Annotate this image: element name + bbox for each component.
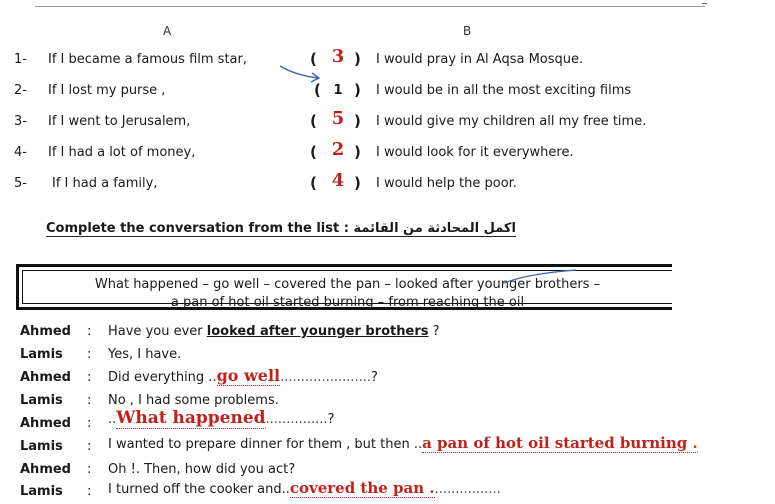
- utterance: Have you ever looked after younger brothers ?: [108, 324, 440, 339]
- section-title: [46, 221, 516, 237]
- row-number: 3-: [14, 114, 27, 129]
- word-list-line-2: a pan of hot oil started burning – from reaching the oil: [170, 295, 525, 310]
- close-paren: ): [354, 143, 361, 161]
- handwritten-fill: go well: [216, 366, 281, 385]
- matching-row-3: [14, 108, 754, 133]
- section-title-arabic: اكمل المحادثة من القائمة: [353, 221, 516, 236]
- clause-a: If I went to Jerusalem,: [48, 114, 191, 129]
- clause-b: I would look for it everywhere.: [376, 145, 574, 160]
- row-number: 2-: [14, 83, 27, 98]
- open-paren: (: [310, 143, 317, 161]
- close-paren: ): [354, 81, 361, 99]
- open-paren: (: [310, 174, 317, 192]
- colon: :: [87, 484, 92, 499]
- utterance: Did everything ..go well......................?: [108, 366, 378, 385]
- speaker: Ahmed: [20, 324, 71, 339]
- handwritten-answer: 5: [331, 108, 345, 129]
- word-list-line-1: What happened – go well – covered the pan – looked after younger brothers –: [94, 277, 601, 292]
- conversation-line-2: [20, 345, 770, 367]
- speaker: Ahmed: [20, 370, 71, 385]
- handdrawn-arrow-icon: [278, 58, 328, 88]
- colon: :: [87, 370, 92, 385]
- section-title-english: Complete the conversation from the list :: [46, 221, 349, 236]
- handwritten-answer: 4: [331, 170, 345, 191]
- clause-b: I would pray in Al Aqsa Mosque.: [376, 52, 584, 67]
- column-a-header: A: [163, 24, 172, 38]
- speaker: Ahmed: [20, 416, 71, 431]
- top-rule: [35, 6, 705, 7]
- speaker: Lamis: [20, 484, 63, 499]
- matching-row-1: [14, 46, 754, 71]
- matching-row-2: [14, 80, 754, 102]
- speaker: Lamis: [20, 393, 63, 408]
- conversation-line-1: [20, 322, 770, 344]
- handdrawn-mark-icon: [500, 268, 580, 288]
- underlined-answer: looked after younger brothers: [206, 324, 429, 339]
- handwritten-fill: a pan of hot oil started burning .: [422, 434, 698, 452]
- close-paren: ): [354, 112, 361, 130]
- handwritten-answer: 3: [331, 46, 345, 67]
- open-paren: (: [310, 112, 317, 130]
- utterance: ..What happened...............?: [108, 408, 335, 428]
- conversation-line-3: [20, 368, 770, 390]
- utterance: I turned off the cooker and..covered the pan .................: [108, 479, 501, 497]
- colon: :: [87, 416, 92, 431]
- matching-row-4: [14, 139, 754, 164]
- colon: :: [87, 462, 92, 477]
- open-paren: (: [314, 81, 321, 99]
- clause-a: If I had a family,: [52, 176, 158, 191]
- colon: :: [87, 439, 92, 454]
- handwritten-answer: 2: [331, 139, 345, 160]
- conversation-line-5: [20, 408, 770, 436]
- close-paren: ): [354, 174, 361, 192]
- colon: :: [87, 393, 92, 408]
- printed-answer: 1: [333, 83, 343, 98]
- open-paren: (: [310, 50, 317, 68]
- utterance: No , I had some problems.: [108, 393, 279, 408]
- close-paren: ): [354, 50, 361, 68]
- clause-a: If I lost my purse ,: [48, 83, 166, 98]
- handwritten-fill: covered the pan .: [289, 479, 435, 497]
- clause-b: I would give my children all my free time.: [376, 114, 647, 129]
- clause-b: I would be in all the most exciting films: [376, 83, 632, 98]
- matching-row-5: [14, 170, 754, 195]
- clause-b: I would help the poor.: [376, 176, 517, 191]
- clause-a: If I had a lot of money,: [48, 145, 196, 160]
- utterance: Oh !. Then, how did you act?: [108, 462, 296, 477]
- speaker: Lamis: [20, 439, 63, 454]
- utterance: Yes, I have.: [108, 347, 182, 362]
- utterance: I wanted to prepare dinner for them , but then ..a pan of hot oil started burning .: [108, 434, 698, 452]
- colon: :: [87, 324, 92, 339]
- top-dash: [702, 3, 707, 4]
- row-number: 4-: [14, 145, 27, 160]
- handwritten-fill: What happened: [116, 408, 266, 428]
- conversation-line-8: [20, 479, 770, 504]
- row-number: 1-: [14, 52, 27, 67]
- speaker: Lamis: [20, 347, 63, 362]
- row-number: 5-: [14, 176, 27, 191]
- conversation-line-6: [20, 434, 770, 459]
- column-b-header: B: [463, 24, 472, 38]
- speaker: Ahmed: [20, 462, 71, 477]
- clause-a: If I became a famous film star,: [48, 52, 247, 67]
- colon: :: [87, 347, 92, 362]
